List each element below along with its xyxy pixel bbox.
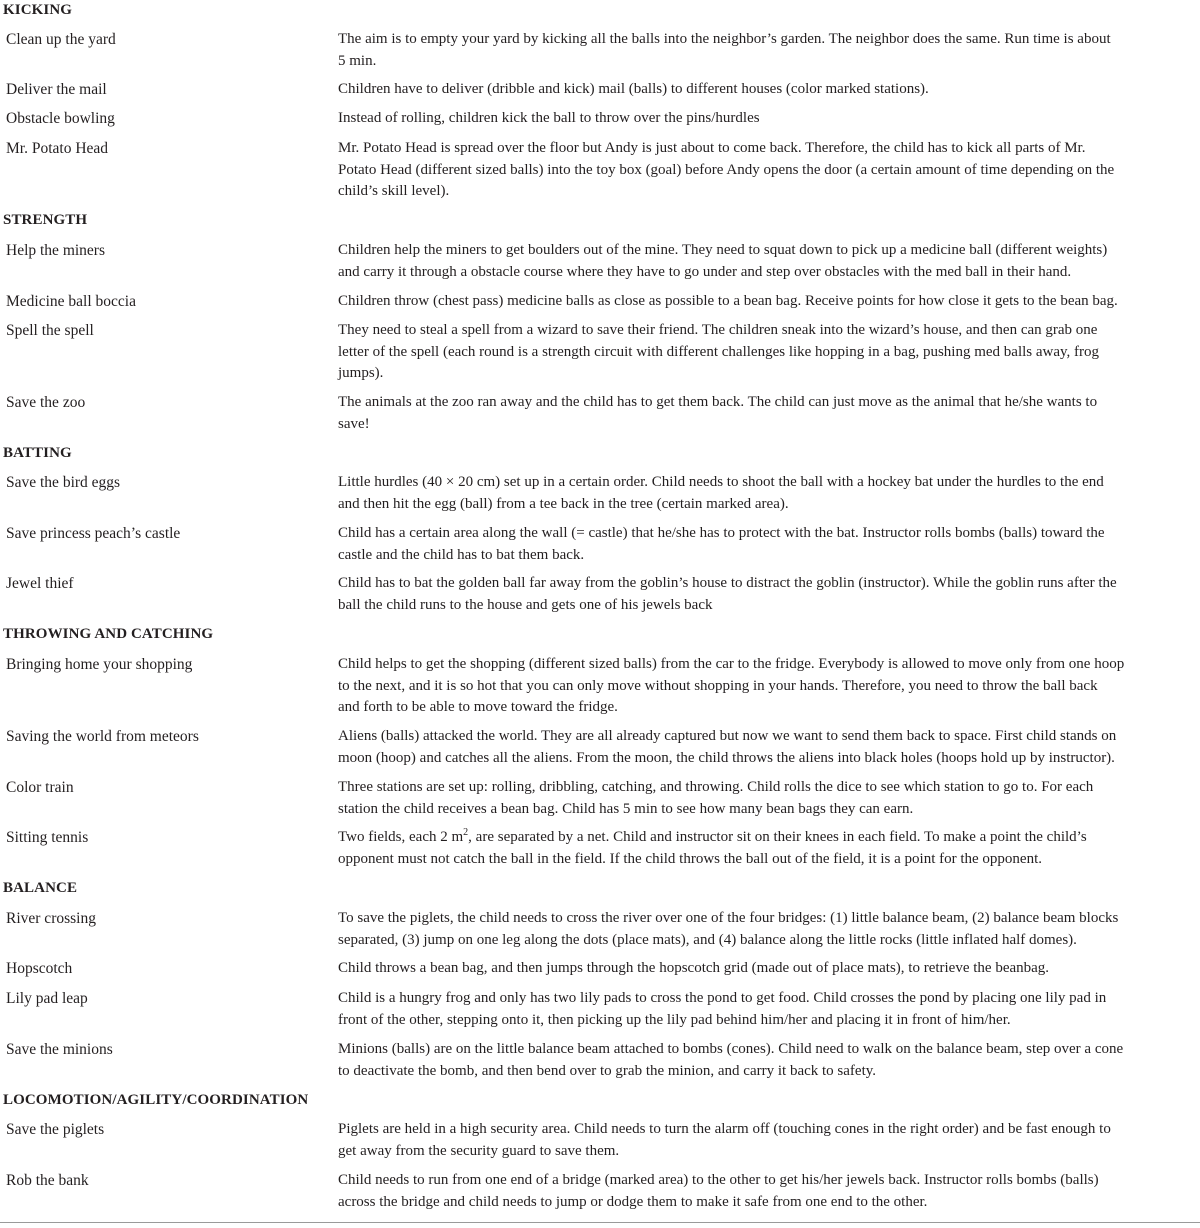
description-line: ball the child runs to the house and gets one of his jewels back — [338, 596, 713, 613]
superscript: 2 — [463, 827, 469, 838]
table-bottom-rule — [0, 1222, 1200, 1223]
description-line: Child needs to run from one end of a bridge (marked area) to the other to get his/her jewels back. Instructor rolls bombs (balls) — [338, 1172, 1099, 1188]
description-text: , are separated by a net. Child and instructor sit on their knees in each field. To make a point the child’s — [468, 829, 1087, 845]
description-line: and carry it through a obstacle course where they have to go under and step over obstacles with the med ball in their hand. — [338, 263, 1072, 280]
activity-description — [338, 1039, 1198, 1082]
description-line: Child is a hungry frog and only has two lily pads to cross the pond to get food. Child crosses the pond by placing one lily pad in — [338, 990, 1107, 1006]
description-line: jumps). — [338, 365, 384, 381]
activity-name: Rob the bank — [6, 1172, 89, 1189]
activity-description — [338, 108, 1198, 130]
description-line: Child helps to get the shopping (different sized balls) from the car to the fridge. Everybody is allowed to move only from one hoop — [338, 656, 1125, 672]
description-line: to the next, and it is so hot that you can only move without shopping in your hands. Therefore, you need to throw the ball back — [338, 677, 1098, 694]
activity-description — [338, 472, 1198, 515]
activity-name: Help the miners — [6, 242, 106, 259]
activity-description — [338, 777, 1198, 820]
description-line: The animals at the zoo ran away and the child has to get them back. The child can just move as the animal that he/she wants to — [338, 394, 1098, 410]
description-line: separated, (3) jump on one leg along the dots (place mats), and (4) balance along the little rocks (little inflated half domes). — [338, 931, 1077, 948]
description-line: 5 min. — [338, 52, 377, 69]
section-heading-kicking: KICKING — [3, 2, 73, 18]
description-line: Children throw (chest pass) medicine balls as close as possible to a bean bag. Receive points for how close it gets to the bean bag. — [338, 293, 1118, 309]
description-line: Child throws a bean bag, and then jumps through the hopscotch grid (made out of place mats), to retrieve the beanbag. — [338, 960, 1050, 976]
activity-description — [338, 29, 1198, 72]
description-line: The aim is to empty your yard by kicking all the balls into the neighbor’s garden. The neighbor does the same. Run time is about — [338, 31, 1111, 47]
activity-name: Save princess peach’s castle — [6, 525, 181, 542]
description-line: moon (hoop) and catches all the aliens. From the moon, the child throws the aliens into black holes (hoops hold up by instructor). — [338, 749, 1115, 766]
description-line: Child has to bat the golden ball far away from the goblin’s house to distract the goblin (instructor). While the goblin runs after the — [338, 575, 1117, 591]
description-line: To save the piglets, the child needs to cross the river over one of the four bridges: (1) little balance beam, (2) balance beam blocks — [338, 910, 1119, 926]
activity-description — [338, 573, 1198, 616]
description-line: Three stations are set up: rolling, dribbling, catching, and throwing. Child rolls the dice to see which station to go to. For each — [338, 779, 1094, 795]
description-line: across the bridge and child needs to jump or dodge them to make it safe from one end to the other. — [338, 1193, 928, 1210]
activity-name: Saving the world from meteors — [6, 728, 199, 745]
description-line: get away from the security guard to save them. — [338, 1142, 620, 1159]
activity-description — [338, 988, 1198, 1031]
description-line: station the child receives a bean bag. Child has 5 min to see how many bean bags they can earn. — [338, 800, 914, 817]
section-heading-batting: BATTING — [3, 445, 72, 461]
activity-description — [338, 1170, 1198, 1213]
description-line: Mr. Potato Head is spread over the floor but Andy is just about to come back. Therefore, the child has to kick all parts of Mr. — [338, 140, 1086, 156]
activity-name: Deliver the mail — [6, 81, 107, 98]
description-line: Children help the miners to get boulders out of the mine. They need to squat down to pick up a medicine ball (different weights) — [338, 242, 1108, 258]
activity-name: River crossing — [6, 910, 96, 927]
description-line: save! — [338, 415, 370, 432]
activity-name: Color train — [6, 779, 74, 796]
activity-description — [338, 79, 1198, 101]
activity-name: Bringing home your shopping — [6, 656, 193, 673]
section-heading-balance: BALANCE — [3, 880, 78, 896]
description-line: Minions (balls) are on the little balance beam attached to bombs (cones). Child need to walk on the balance beam, step over a cone — [338, 1041, 1124, 1057]
activity-description — [338, 392, 1198, 435]
description-line: child’s skill level). — [338, 183, 450, 199]
activity-name: Save the bird eggs — [6, 474, 121, 491]
activity-name: Mr. Potato Head — [6, 140, 109, 157]
description-line: front of the other, stepping onto it, then picking up the lily pad behind him/her and placing it in front of him/her. — [338, 1011, 1011, 1028]
activity-name: Sitting tennis — [6, 829, 89, 846]
section-heading-throwing-and-catching: THROWING AND CATCHING — [3, 626, 214, 642]
activity-description — [338, 726, 1198, 769]
section-heading-strength: STRENGTH — [3, 212, 88, 228]
activity-description — [338, 958, 1198, 980]
description-line: Potato Head (different sized balls) into the toy box (goal) before Andy opens the door (a certain amount of time depending on the — [338, 161, 1115, 178]
description-line: Instead of rolling, children kick the ball to throw over the pins/hurdles — [338, 110, 760, 126]
activity-description — [338, 523, 1198, 566]
activity-name: Obstacle bowling — [6, 110, 115, 127]
description-line: castle and the child has to bat them back. — [338, 546, 585, 563]
description-line: and forth to be able to move toward the fridge. — [338, 699, 618, 715]
activity-name: Save the piglets — [6, 1121, 105, 1138]
description-line: letter of the spell (each round is a strength circuit with different challenges like hopping in a bag, pushing med balls away, frog — [338, 343, 1100, 360]
activity-description — [338, 291, 1198, 313]
activity-description — [338, 138, 1198, 203]
description-line: Aliens (balls) attacked the world. They are all already captured but now we want to send them back to space. First child stands on — [338, 728, 1117, 744]
activity-name: Clean up the yard — [6, 31, 116, 48]
activity-name: Lily pad leap — [6, 990, 88, 1007]
activity-description — [338, 908, 1198, 951]
description-line: and then hit the egg (ball) from a tee back in the tree (certain marked area). — [338, 495, 789, 512]
description-line: Little hurdles (40 × 20 cm) set up in a certain order. Child needs to shoot the ball with a hockey bat under the hurdles to the end — [338, 474, 1104, 490]
description-line: Children have to deliver (dribble and kick) mail (balls) to different houses (color marked stations). — [338, 81, 929, 97]
activity-name: Medicine ball boccia — [6, 293, 136, 310]
section-heading-locomotion-agility-coordination: LOCOMOTION/AGILITY/COORDINATION — [3, 1092, 309, 1108]
description-line: to deactivate the bomb, and then bend over to grab the minion, and carry it back to safety. — [338, 1062, 877, 1079]
activity-name: Save the zoo — [6, 394, 86, 411]
description-line: opponent must not catch the ball in the field. If the child throws the ball out of the field, it is a point for the opponent. — [338, 850, 1043, 867]
description-line: Child has a certain area along the wall (= castle) that he/she has to protect with the bat. Instructor rolls bombs (balls) toward the — [338, 525, 1105, 541]
activity-description — [338, 320, 1198, 385]
activity-name: Jewel thief — [6, 575, 74, 592]
activity-description — [338, 240, 1198, 283]
description-line — [338, 827, 1198, 849]
activity-name: Spell the spell — [6, 322, 94, 339]
activity-name: Hopscotch — [6, 960, 73, 977]
activity-description — [338, 654, 1198, 719]
activity-description — [338, 1119, 1198, 1162]
activity-description — [338, 827, 1198, 870]
description-line: They need to steal a spell from a wizard to save their friend. The children sneak into the wizard’s house, and then can grab one — [338, 322, 1098, 338]
description-line: Piglets are held in a high security area. Child needs to turn the alarm off (touching cones in the right order) and be fast enough to — [338, 1121, 1111, 1137]
description-text: Two fields, each 2 m — [338, 829, 464, 845]
activity-name: Save the minions — [6, 1041, 113, 1058]
